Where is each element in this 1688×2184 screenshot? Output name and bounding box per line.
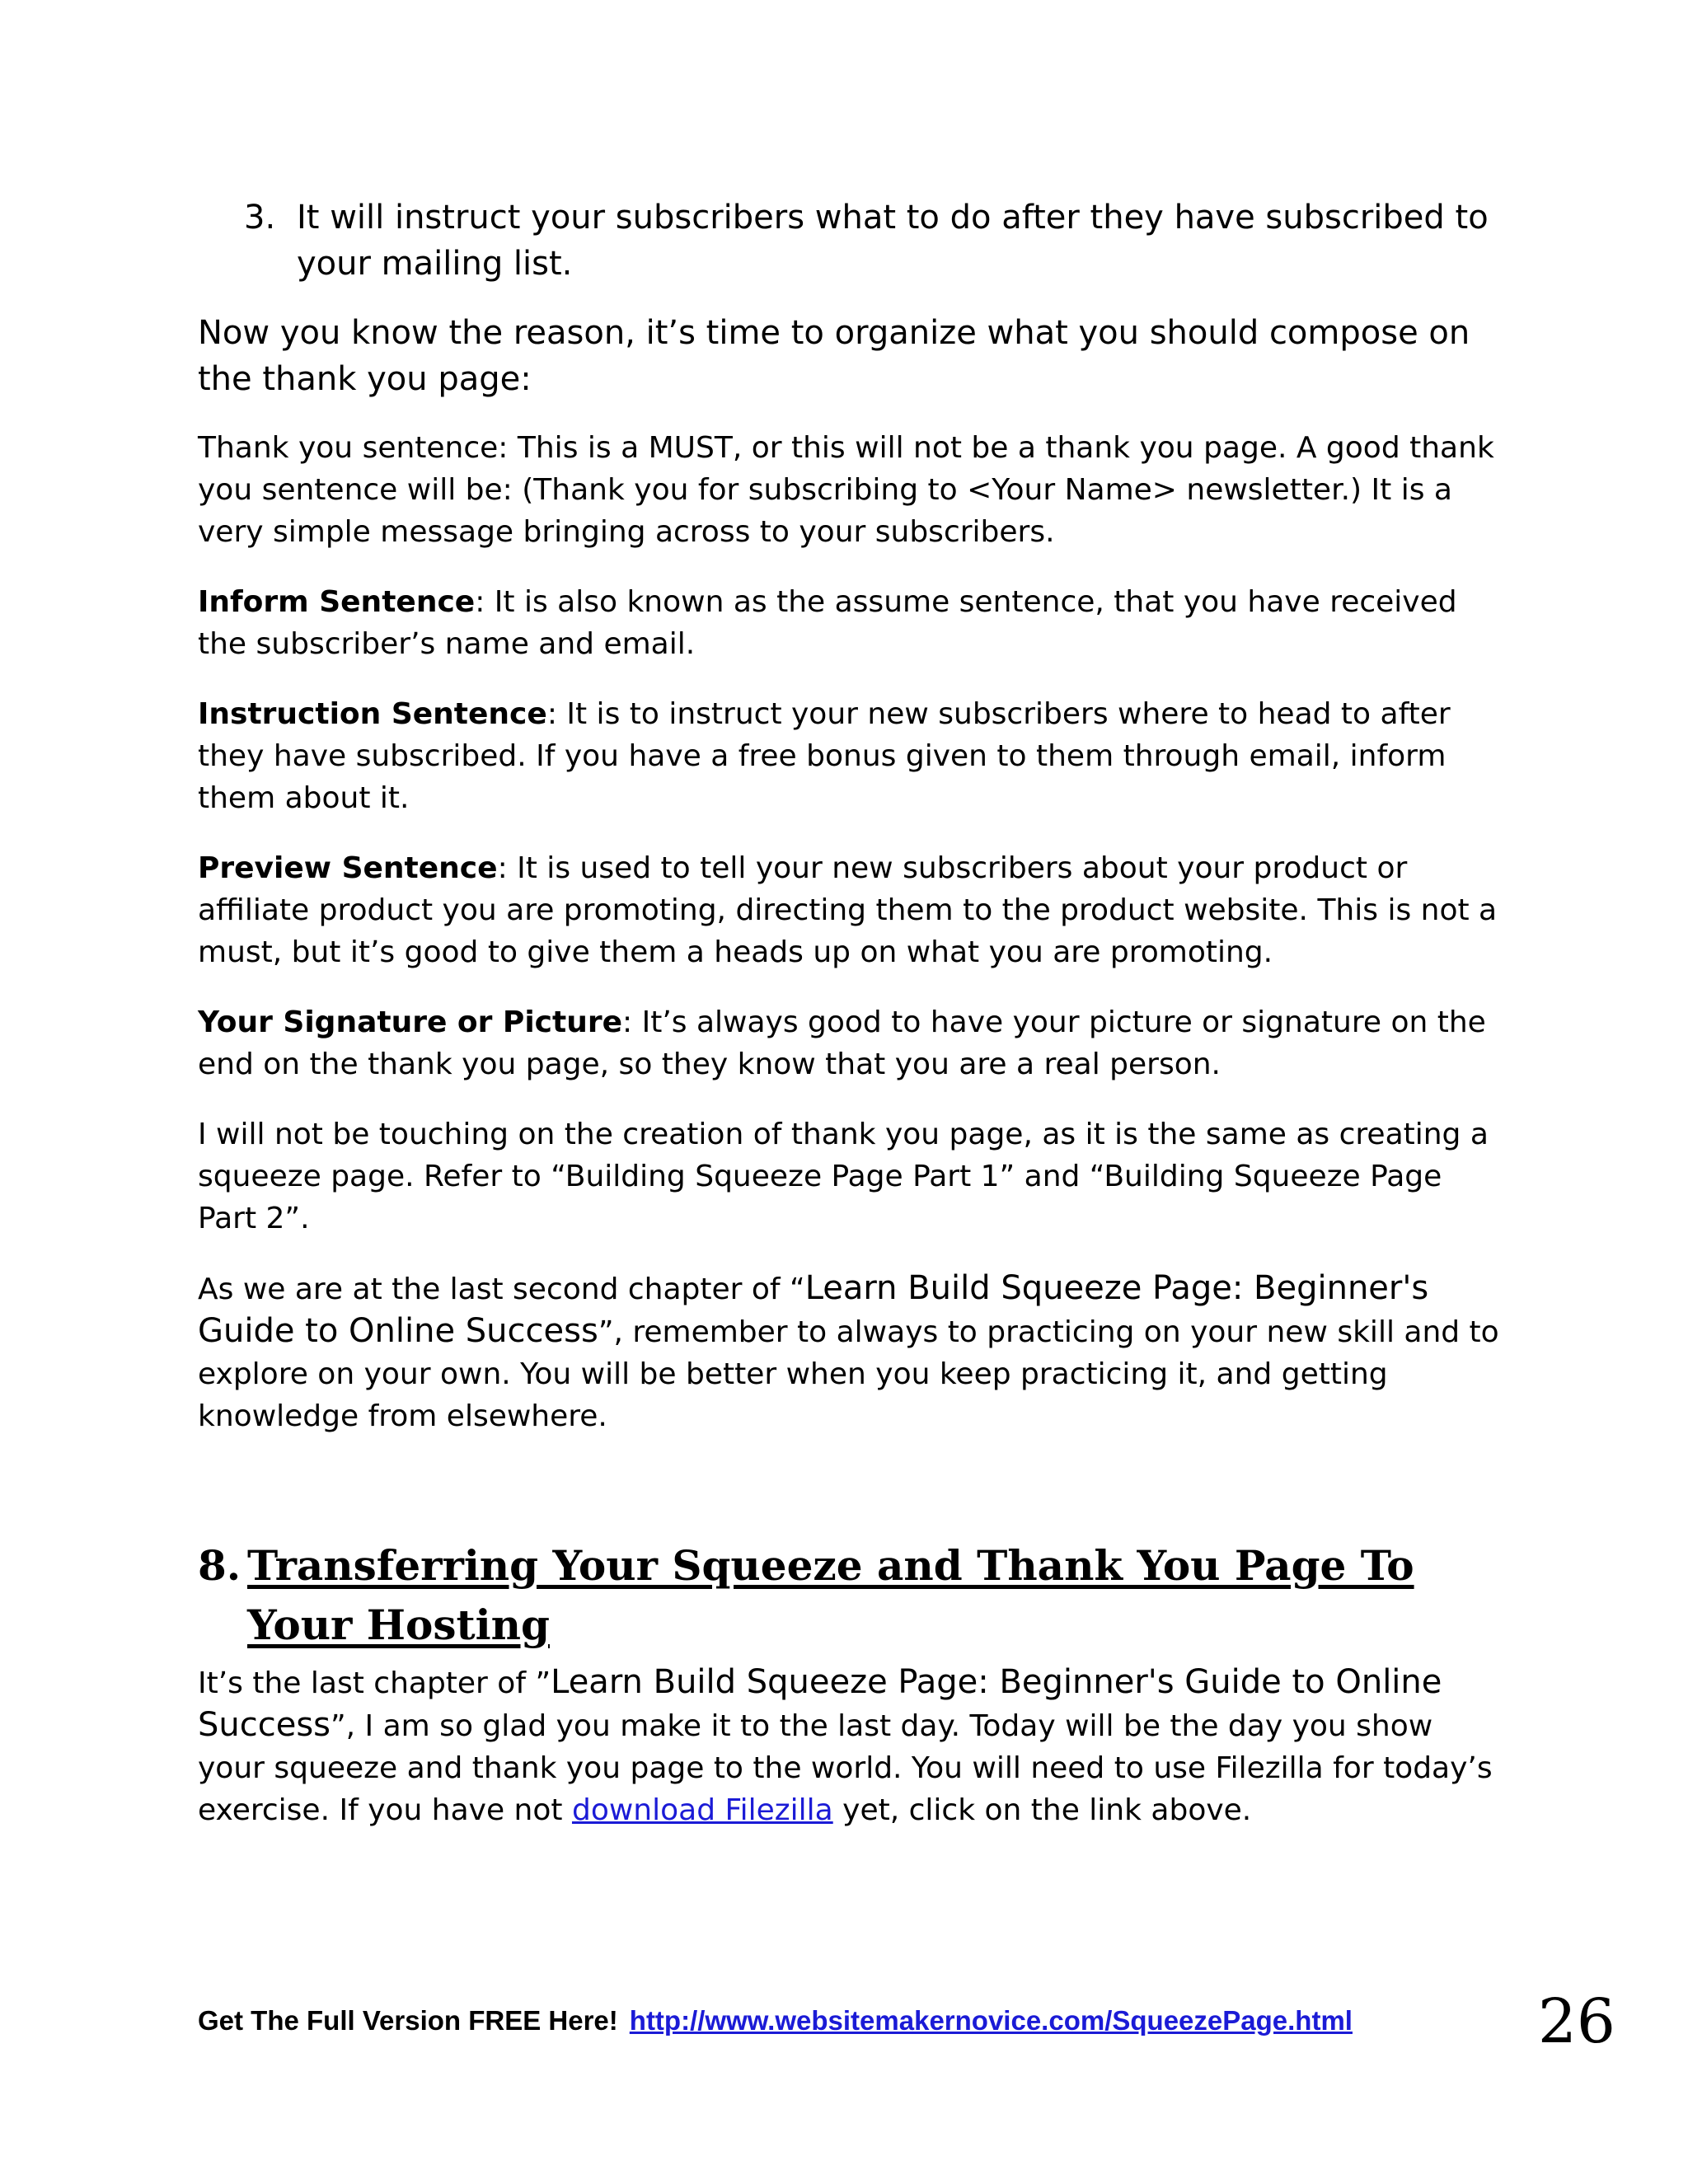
book-title-2: Learn Build Squeeze Page: Beginner's Guide to Online Success xyxy=(198,1663,1442,1744)
preview-sentence-paragraph xyxy=(198,847,1500,973)
signature-term: Your Signature or Picture xyxy=(198,1005,623,1039)
list-item-number: 3. xyxy=(244,199,276,237)
instruction-sentence-paragraph xyxy=(198,693,1500,819)
last-chapter-middle: ”, I am so glad you make it to the last day. Today will be the day you show your squeeze and thank you page to the world. You will need to use Filezilla for today’s exercise. If you have not xyxy=(198,1709,1493,1827)
list-item-text: It will instruct your subscribers what to do after they have subscribed to your mailing list. xyxy=(297,199,1489,283)
chapter-number: 8. xyxy=(198,1541,241,1590)
chapter-title: Transferring Your Squeeze and Thank You Page To Your Hosting xyxy=(247,1541,1414,1649)
last-second-chapter-paragraph xyxy=(198,1268,1500,1437)
last-chapter-before: It’s the last chapter of ” xyxy=(198,1666,551,1700)
thank-you-sentence-paragraph: Thank you sentence: This is a MUST, or this will not be a thank you page. A good thank you sentence will be: (Thank you for subscribing to <Your Name> newsletter.) It is a very simple message bringing across to your subscribers. xyxy=(198,431,1494,549)
inform-sentence-term: Inform Sentence xyxy=(198,585,476,619)
footer-promo-text: Get The Full Version FREE Here! xyxy=(198,2005,618,2036)
last-chapter-paragraph xyxy=(198,1661,1500,1831)
instruction-sentence-term: Instruction Sentence xyxy=(198,697,547,731)
not-touching-paragraph: I will not be touching on the creation of thank you page, as it is the same as creating a squeeze page. Refer to “Building Squeeze Page Part 1” and “Building Squeeze Page Part 2”. xyxy=(198,1118,1489,1235)
book-title: Learn Build Squeeze Page: Beginner's Guide to Online Success xyxy=(198,1269,1429,1350)
inform-sentence-text: : It is also known as the assume sentence, that you have received the subscriber’s name and email. xyxy=(198,585,1457,661)
page-content xyxy=(198,194,1500,1859)
signature-paragraph xyxy=(198,1001,1500,1085)
footer-promo xyxy=(198,2003,1353,2039)
instruction-sentence-text: : It is to instruct your new subscribers where to head to after they have subscribed. If you have a free bonus given to them through email, inform them about it. xyxy=(198,697,1451,815)
footer-link[interactable]: http://www.websitemakernovice.com/SqueezePage.html xyxy=(629,2005,1353,2036)
preview-sentence-term: Preview Sentence xyxy=(198,851,498,885)
last-second-before: As we are at the last second chapter of “ xyxy=(198,1272,805,1306)
last-second-after: ”, remember to always to practicing on your new skill and to explore on your own. You will be better when you keep practicing it, and getting knowledge from elsewhere. xyxy=(198,1315,1499,1433)
lead-paragraph: Now you know the reason, it’s time to organize what you should compose on the thank you page: xyxy=(198,314,1470,398)
signature-text: : It’s always good to have your picture or signature on the end on the thank you page, so they know that you are a real person. xyxy=(198,1005,1486,1081)
download-filezilla-link[interactable]: download Filezilla xyxy=(571,1793,833,1827)
page-number: 26 xyxy=(1537,1986,1615,2057)
chapter-heading xyxy=(198,1536,1500,1655)
page-footer xyxy=(198,1985,1615,2067)
last-chapter-after: yet, click on the link above. xyxy=(832,1793,1252,1827)
inform-sentence-paragraph xyxy=(198,581,1500,665)
preview-sentence-text: : It is used to tell your new subscribers about your product or affiliate product you are promoting, directing them to the product website. This is not a must, but it’s good to give them a heads up on what you are promoting. xyxy=(198,851,1498,969)
list-item-3 xyxy=(198,194,1500,287)
